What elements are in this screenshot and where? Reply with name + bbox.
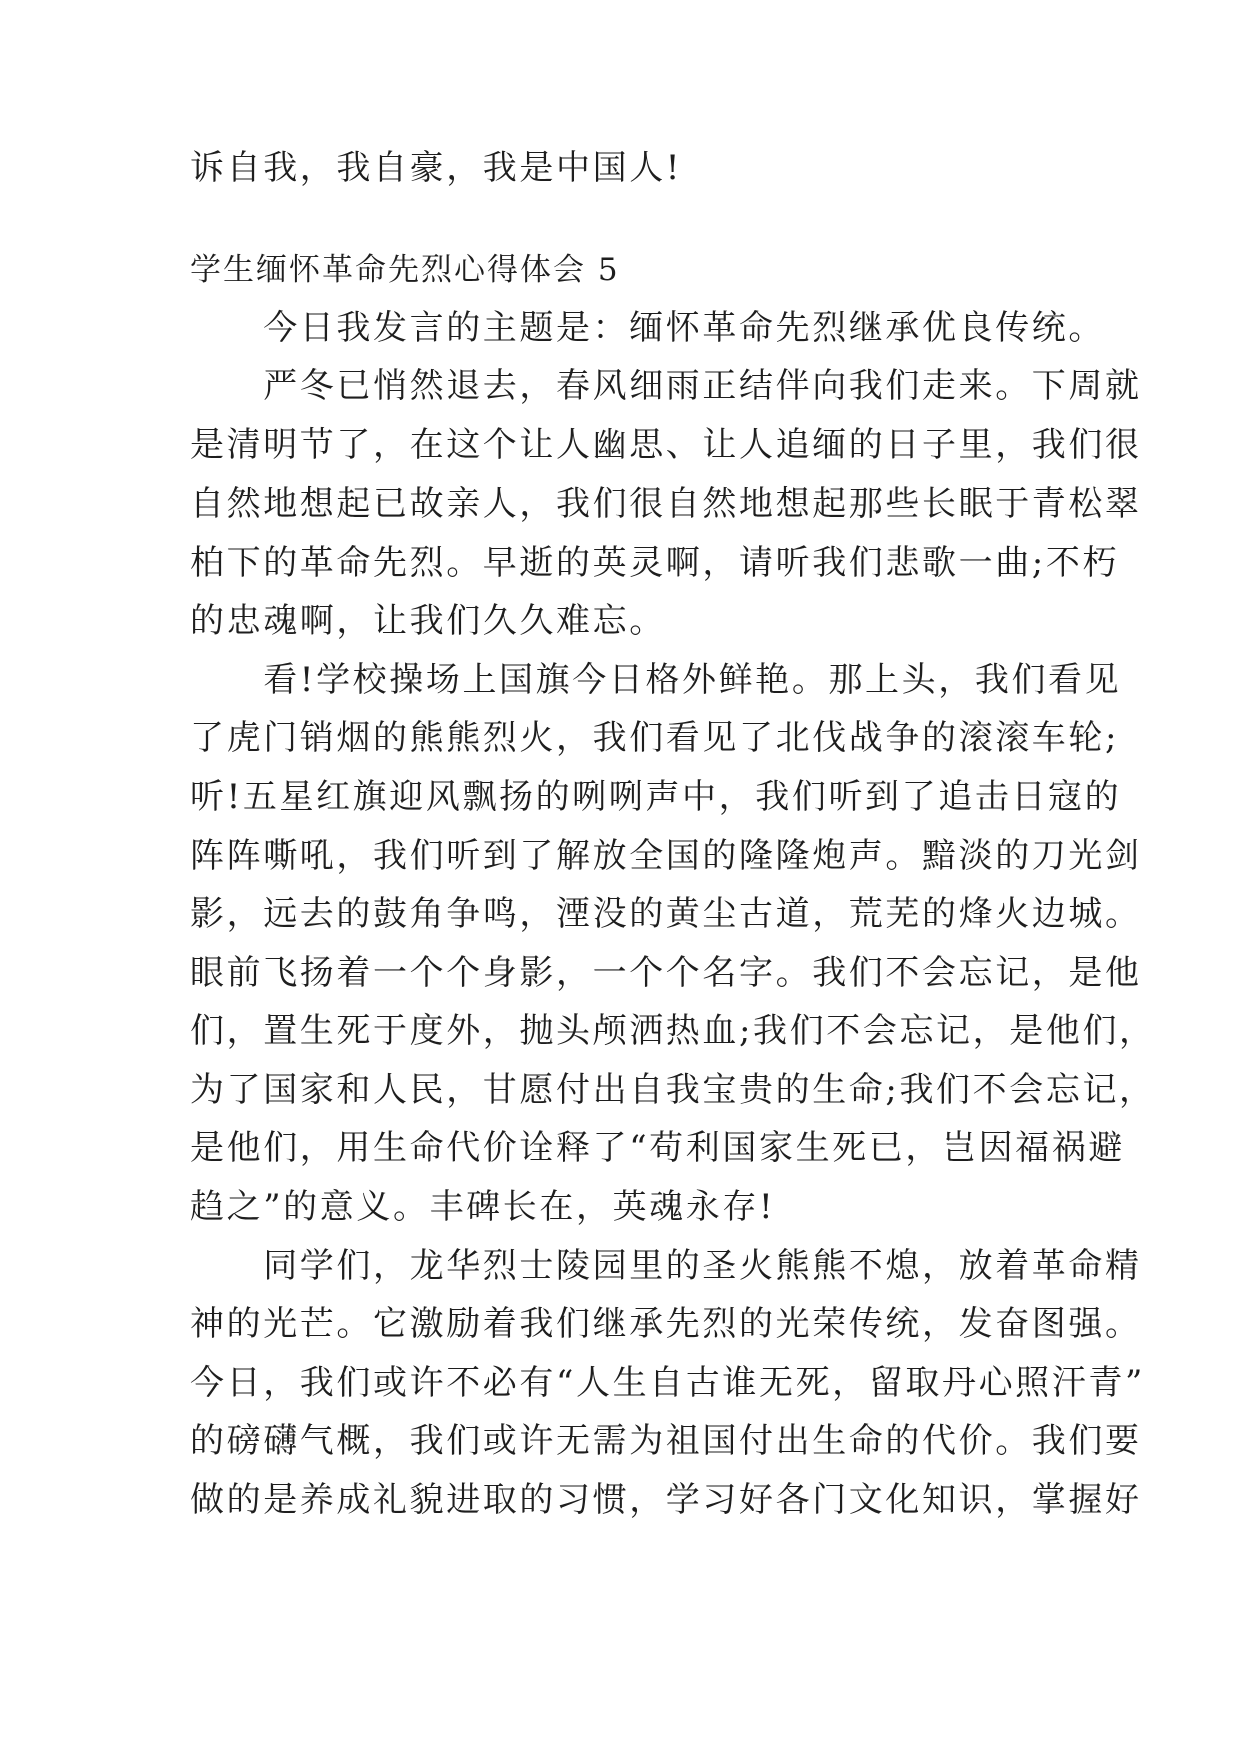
body-line: 今日，我们或许不必有“人生自古谁无死，留取丹心照汗青” [190,1363,1145,1403]
body-line: 自然地想起已故亲人，我们很自然地想起那些长眠于青松翠 [190,484,1142,524]
body-line: 影，远去的鼓角争鸣，湮没的黄尘古道，荒芜的烽火边城。 [190,894,1142,934]
body-line: 同学们，龙华烈士陵园里的圣火熊熊不熄，放着革命精 [190,1246,1142,1286]
body-line: 为了国家和人民，甘愿付出自我宝贵的生命;我们不会忘记， [190,1070,1156,1110]
body-line: 严冬已悄然退去，春风细雨正结伴向我们走来。下周就 [190,366,1142,406]
section-title: 学生缅怀革命先烈心得体会 5 [190,252,620,288]
body-line: 眼前飞扬着一个个身影，一个个名字。我们不会忘记，是他 [190,953,1142,993]
body-line: 柏下的革命先烈。早逝的英灵啊，请听我们悲歌一曲;不朽 [190,543,1120,583]
opening-line: 诉自我，我自豪，我是中国人! [190,148,683,188]
body-line: 做的是养成礼貌进取的习惯，学习好各门文化知识，掌握好 [190,1480,1142,1520]
body-line: 今日我发言的主题是：缅怀革命先烈继承优良传统。 [190,308,1105,348]
body-line: 听!五星红旗迎风飘扬的咧咧声中，我们听到了追击日寇的 [190,777,1122,817]
body-line: 的忠魂啊，让我们久久难忘。 [190,601,666,641]
body-line: 阵阵嘶吼，我们听到了解放全国的隆隆炮声。黯淡的刀光剑 [190,836,1142,876]
body-line: 是清明节了，在这个让人幽思、让人追缅的日子里，我们很 [190,425,1142,465]
body-line: 了虎门销烟的熊熊烈火，我们看见了北伐战争的滚滚车轮; [190,718,1120,758]
body-line: 的磅礴气概，我们或许无需为祖国付出生命的代价。我们要 [190,1421,1142,1461]
body-line: 神的光芒。它激励着我们继承先烈的光荣传统，发奋图强。 [190,1304,1142,1344]
body-line: 们，置生死于度外，抛头颅洒热血;我们不会忘记，是他们， [190,1011,1156,1051]
body-line: 趋之”的意义。丰碑长在，英魂永存! [190,1187,776,1227]
body-line: 是他们，用生命代价诠释了“苟利国家生死已，岂因福祸避 [190,1128,1125,1168]
body-line: 看!学校操场上国旗今日格外鲜艳。那上头，我们看见 [190,660,1122,700]
